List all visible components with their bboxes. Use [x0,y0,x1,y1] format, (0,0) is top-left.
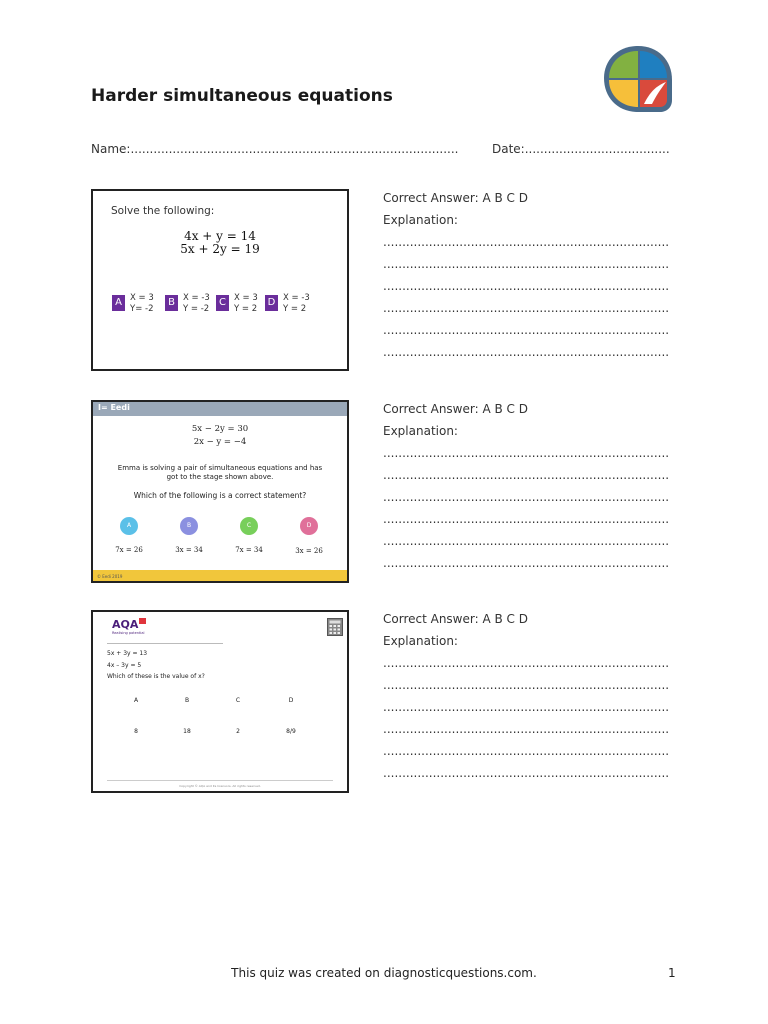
eedi-header-bar [93,402,347,416]
correct-answer-label: Correct Answer: A B C D [383,191,528,205]
dotted-line[interactable]: ........................................................................... [383,468,670,482]
option-b-y: Y = -2 [183,304,210,314]
eedi-copyright: © Eedi 2019 [97,574,123,579]
dotted-line[interactable]: ........................................................................... [383,722,670,736]
question-slide-1 [91,189,349,371]
dotted-line[interactable]: ........................................................................... [383,323,670,337]
aqa-logo-mark [139,618,146,624]
option-a-y: Y= -2 [130,304,154,314]
option-c-label: C [235,697,241,704]
question-slide-3 [91,610,349,793]
option-b-value: 18 [183,728,191,735]
option-d-y: Y = 2 [283,304,307,314]
dotted-line[interactable]: ........................................................................... [383,301,670,315]
explanation-label: Explanation: [383,213,458,227]
page-footer: This quiz was created on diagnosticquestions.com. [231,966,537,980]
dotted-line[interactable]: ........................................................................... [383,678,670,692]
name-field: Name:...................................................................................... [91,142,459,156]
option-a-answer: 7x = 26 [115,546,143,554]
dotted-line[interactable]: ........................................................................... [383,766,670,780]
option-b-circle: B [180,517,198,535]
dotted-line[interactable]: ........................................................................... [383,235,670,249]
option-c-value: 2 [236,728,240,735]
option-c-circle: C [240,517,258,535]
option-a-label: A [133,697,139,704]
dotted-line[interactable]: ........................................................................... [383,279,670,293]
option-d-answer: 3x = 26 [295,547,323,555]
slide3-question: Which of these is the value of x? [107,673,205,680]
option-c-badge: C [216,295,229,311]
dotted-line[interactable]: ........................................................................... [383,257,670,271]
eedi-footer-bar [93,570,347,581]
slide1-equation-2: 5x + 2y = 19 [180,242,260,256]
option-d-label: D [288,697,294,704]
option-c-x: X = 3 [234,293,258,303]
slide2-question: Which of the following is a correct statement? [133,491,307,500]
diagnostic-questions-logo [600,42,676,118]
option-d-circle: D [300,517,318,535]
option-c-answer: 7x = 34 [235,546,263,554]
slide2-text-line-2: got to the stage shown above. [166,473,274,481]
slide3-equation-1: 5x + 3y = 13 [107,650,148,657]
option-a-circle: A [120,517,138,535]
dotted-line[interactable]: ........................................................................... [383,700,670,714]
page-number: 1 [668,966,676,980]
slide2-equation-1: 5x − 2y = 30 [191,424,249,434]
calculator-icon [327,618,343,636]
correct-answer-label: Correct Answer: A B C D [383,402,528,416]
slide2-text-line-1: Emma is solving a pair of simultaneous equations and has [117,464,323,472]
option-a-x: X = 3 [130,293,154,303]
page-title: Harder simultaneous equations [91,86,393,106]
dotted-line[interactable]: ........................................................................... [383,556,670,570]
dotted-line[interactable]: ........................................................................... [383,656,670,670]
option-b-answer: 3x = 34 [175,546,203,554]
divider [107,780,333,781]
option-b-x: X = -3 [183,293,210,303]
option-a-value: 8 [134,728,138,735]
option-a-badge: A [112,295,125,311]
slide3-equation-2: 4x – 3y = 5 [107,662,142,669]
date-field: Date:...................................... [492,142,670,156]
answer-block-1 [383,187,669,363]
slide2-equation-2: 2x − y = −4 [193,437,247,447]
answer-block-2 [383,398,669,574]
aqa-copyright: Copyright © AQA and its licensors. All rights reserved. [179,784,261,788]
divider [107,643,223,644]
option-c-y: Y = 2 [234,304,258,314]
option-d-x: X = -3 [283,293,310,303]
dotted-line[interactable]: ........................................................................... [383,534,670,548]
dotted-line[interactable]: ........................................................................... [383,744,670,758]
answer-block-3 [383,608,669,784]
explanation-label: Explanation: [383,424,458,438]
option-b-badge: B [165,295,178,311]
option-b-label: B [184,697,190,704]
question-slide-2 [91,400,349,583]
dotted-line[interactable]: ........................................................................... [383,446,670,460]
aqa-tagline: Realising potential [112,631,145,635]
option-d-badge: D [265,295,278,311]
slide1-equation-1: 4x + y = 14 [184,229,256,243]
explanation-label: Explanation: [383,634,458,648]
slide1-prompt: Solve the following: [111,205,215,217]
dotted-line[interactable]: ........................................................................... [383,512,670,526]
eedi-logo: I= Eedi [98,403,130,412]
aqa-logo: AQA [112,618,139,631]
dotted-line[interactable]: ........................................................................... [383,490,670,504]
correct-answer-label: Correct Answer: A B C D [383,612,528,626]
option-d-value: 8/9 [286,728,296,735]
dotted-line[interactable]: ........................................................................... [383,345,670,359]
